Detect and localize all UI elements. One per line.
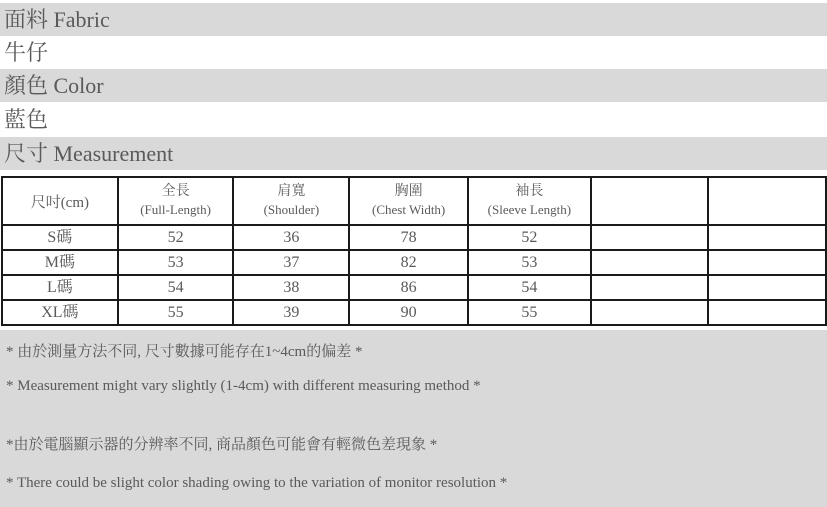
notes-panel xyxy=(0,330,827,507)
column-chest-width: 胸圍 (Chest Width) xyxy=(349,177,468,225)
table-cell: 55 xyxy=(468,300,591,325)
table-row xyxy=(2,275,826,300)
empty-column-2 xyxy=(708,177,826,225)
measurement-label: 尺寸 Measurement xyxy=(0,137,827,170)
table-row xyxy=(2,300,826,325)
table-cell: 52 xyxy=(468,225,591,250)
table-cell: 82 xyxy=(349,250,468,275)
empty-cell xyxy=(591,300,709,325)
table-cell: 90 xyxy=(349,300,468,325)
empty-cell xyxy=(591,250,709,275)
table-cell: 36 xyxy=(233,225,349,250)
column-shoulder: 肩寬 (Shoulder) xyxy=(233,177,349,225)
color-label: 顏色 Color xyxy=(0,69,827,102)
empty-cell xyxy=(708,275,826,300)
note-color-en: * There could be slight color shading owing to the variation of monitor resolution * xyxy=(6,475,508,491)
size-table-header-row xyxy=(2,177,826,225)
size-table-corner: 尺吋(cm) xyxy=(2,177,118,225)
table-cell: 78 xyxy=(349,225,468,250)
note-measurement-en: * Measurement might vary slightly (1-4cm) with different measuring method * xyxy=(6,378,481,394)
size-label: L碼 xyxy=(2,275,118,300)
note-color-zh: *由於電腦顯示器的分辨率不同, 商品顏色可能會有輕微色差現象 * xyxy=(6,437,438,453)
table-cell: 38 xyxy=(233,275,349,300)
table-cell: 54 xyxy=(118,275,234,300)
column-sleeve-length: 袖長 (Sleeve Length) xyxy=(468,177,591,225)
empty-cell xyxy=(708,250,826,275)
note-measurement-zh: * 由於測量方法不同, 尺寸數據可能存在1~4cm的偏差 * xyxy=(6,344,363,360)
fabric-label: 面料 Fabric xyxy=(0,3,827,36)
table-cell: 55 xyxy=(118,300,234,325)
table-cell: 37 xyxy=(233,250,349,275)
table-cell: 39 xyxy=(233,300,349,325)
table-row xyxy=(2,225,826,250)
empty-column-1 xyxy=(591,177,709,225)
empty-cell xyxy=(591,275,709,300)
table-cell: 53 xyxy=(468,250,591,275)
color-value: 藍色 xyxy=(0,103,827,136)
empty-cell xyxy=(708,225,826,250)
empty-cell xyxy=(591,225,709,250)
table-cell: 53 xyxy=(118,250,234,275)
fabric-value: 牛仔 xyxy=(0,36,827,69)
size-label: XL碼 xyxy=(2,300,118,325)
table-cell: 86 xyxy=(349,275,468,300)
table-cell: 54 xyxy=(468,275,591,300)
size-label: S碼 xyxy=(2,225,118,250)
size-table xyxy=(1,176,827,326)
size-label: M碼 xyxy=(2,250,118,275)
empty-cell xyxy=(708,300,826,325)
column-full-length: 全長 (Full-Length) xyxy=(118,177,234,225)
table-row xyxy=(2,250,826,275)
table-cell: 52 xyxy=(118,225,234,250)
